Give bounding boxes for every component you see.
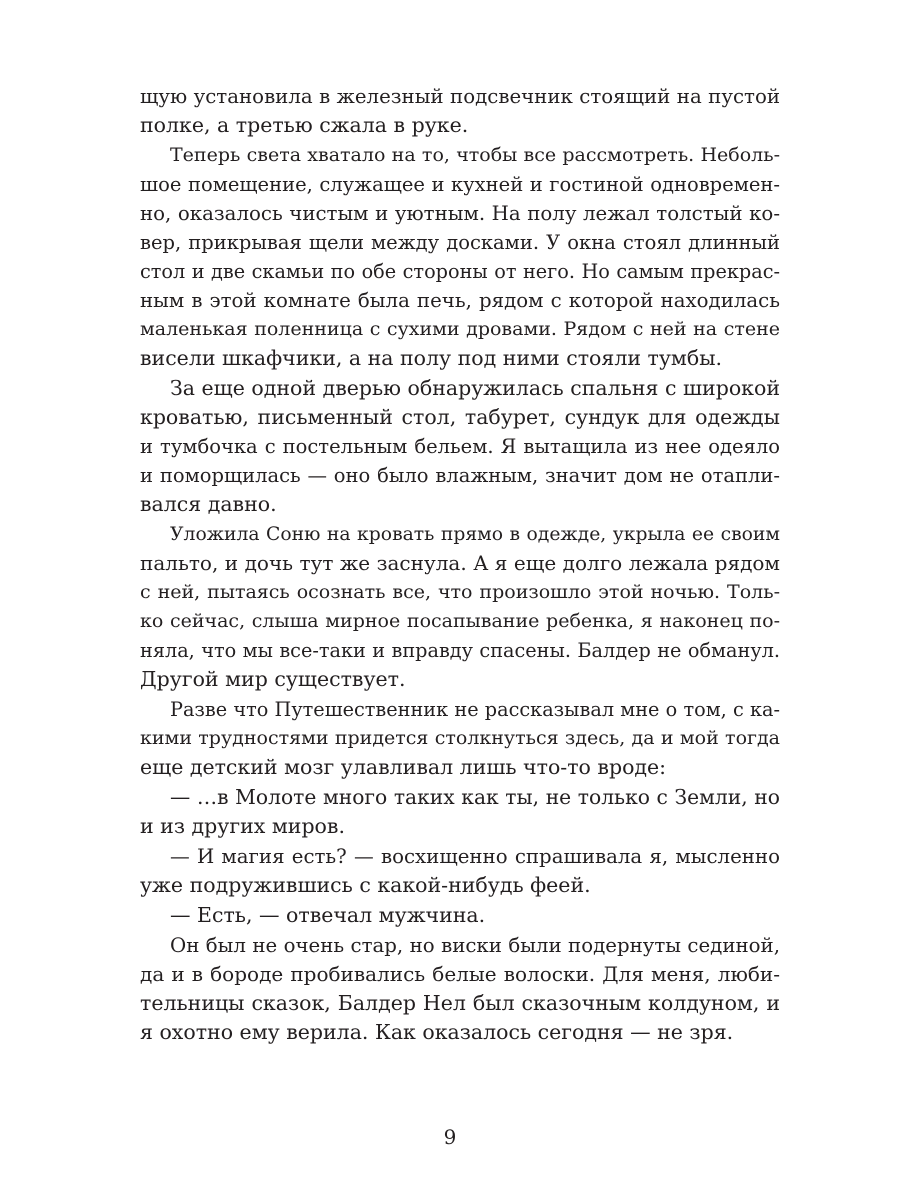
text-line: я охотно ему верила. Как оказалось сегодня — не зря.	[140, 1020, 734, 1044]
page-number: 9	[443, 1125, 457, 1149]
text-line: да и в бороде пробивались белые волоски. Для меня, люби-	[140, 962, 780, 986]
text-line: и из других миров.	[140, 814, 345, 838]
paragraph	[140, 82, 780, 140]
text-line: висели шкафчики, а на полу под ними стояли тумбы.	[140, 346, 723, 370]
text-line: кими трудностями придется столкнуться здесь, да и мой тогда	[140, 727, 780, 749]
text-line: стол и две скамьи по обе стороны от него. Но самым прекрас-	[140, 260, 780, 283]
text-line: кроватью, письменный стол, табурет, сундук для одежды	[140, 405, 780, 429]
text-line: шое помещение, служащее и кухней и гостиной одновремен-	[140, 173, 780, 196]
text-line: За еще одной дверью обнаружилась спальня с широкой	[170, 376, 780, 400]
paragraph	[140, 931, 780, 1047]
text-line: Теперь света хватало на то, чтобы все рассмотреть. Неболь-	[170, 144, 780, 166]
text-line: Он был не очень стар, но виски были подернуты сединой,	[170, 934, 780, 957]
paragraph	[140, 842, 780, 900]
text-line: маленькая поленница с сухими дровами. Рядом с ней на стене	[140, 318, 780, 340]
text-line: еще детский мозг улавливал лишь что-то вроде:	[140, 755, 667, 779]
paragraph	[140, 374, 780, 519]
text-line: — …в Молоте много таких как ты, не только с Земли, но	[170, 785, 780, 809]
text-line: тельницы сказок, Балдер Нел был сказочным колдуном, и	[140, 991, 780, 1015]
text-line: Разве что Путешественник не рассказывал мне о том, с ка-	[170, 698, 780, 721]
text-line: Другой мир существует.	[140, 667, 406, 691]
text-line: вер, прикрывая щели между досками. У окна стоял длинный	[140, 231, 780, 254]
text-line: — И магия есть? — восхищенно спрашивала я, мысленно	[170, 845, 780, 868]
text-line: вался давно.	[140, 492, 277, 516]
text-line: и тумбочка с постельным бельем. Я вытащила из нее одеяло	[140, 435, 780, 458]
text-line: пальто, и дочь тут же заснула. А я еще долго лежала рядом	[140, 551, 780, 575]
paragraph	[140, 783, 780, 841]
text-line: уже подружившись с какой-нибудь феей.	[140, 873, 591, 897]
text-line: но, оказалось чистым и уютным. На полу лежал толстый ко-	[140, 202, 780, 225]
text-line: ко сейчас, слыша мирное посапывание ребенка, я наконец по-	[140, 610, 780, 632]
text-line: и поморщилась — оно было влажным, значит дом не отапли-	[140, 464, 780, 487]
paragraph	[140, 520, 780, 694]
paragraph	[140, 695, 780, 782]
text-line: — Есть, — отвечал мужчина.	[170, 903, 486, 927]
paragraph	[140, 901, 780, 930]
text-line: Уложила Соню на кровать прямо в одежде, укрыла ее своим	[170, 524, 780, 545]
text-line: с ней, пытаясь осознать все, что произошло этой ночью. Толь-	[140, 581, 780, 603]
text-line: полке, а третью сжала в руке.	[140, 113, 469, 137]
text-line: няла, что мы все-таки и вправду спасены. Балдер не обманул.	[140, 639, 780, 662]
body-text	[140, 82, 780, 1048]
text-line: ным в этой комнате была печь, рядом с которой находилась	[140, 289, 780, 312]
paragraph	[140, 141, 780, 373]
text-line: щую установила в железный подсвечник стоящий на пустой	[140, 85, 780, 108]
